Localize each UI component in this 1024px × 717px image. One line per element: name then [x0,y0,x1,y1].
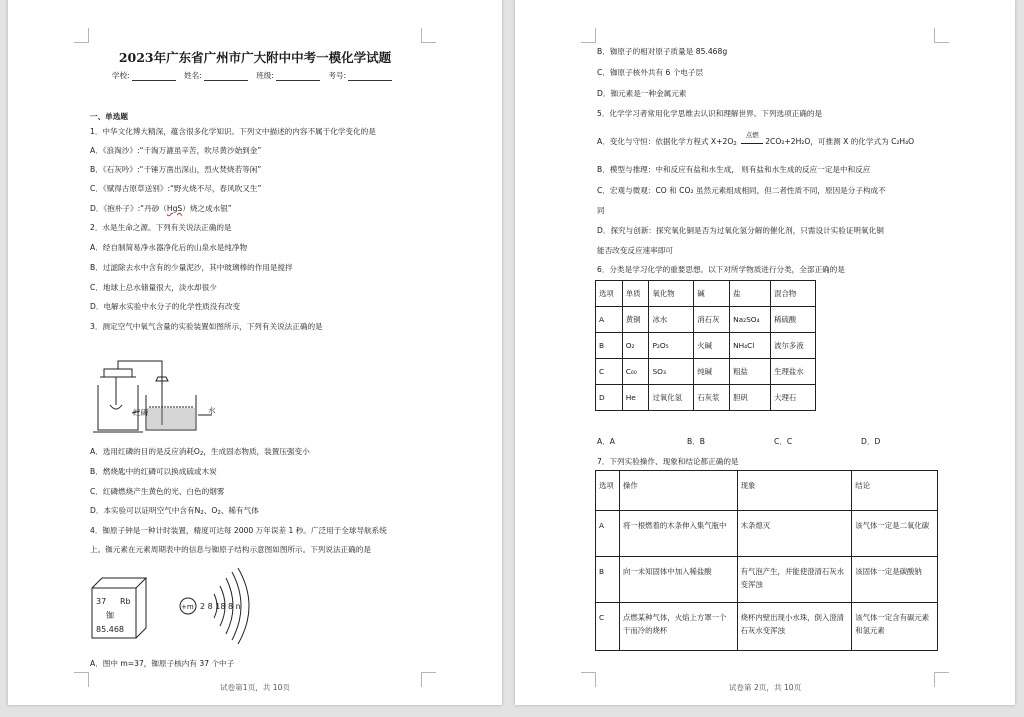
table-header-cell: 氧化物 [649,281,694,307]
nucleus-charge: +m [181,603,194,611]
table-cell: B [596,557,620,603]
table-cell: P₂O₅ [649,333,694,359]
table-cell: 粗盐 [730,359,771,385]
table-header-row [596,281,816,307]
table-cell: 点燃某种气体，火焰上方罩一个干而冷的烧杯 [619,603,737,651]
question-3: 3．测定空气中氧气含量的实验装置如图所示，下列有关说法正确的是 [90,322,323,331]
table-cell: 稀硫酸 [771,307,816,333]
q4-option-a: A．图中 m=37，铷原子核内有 37 个中子 [90,659,235,668]
q5-option-c-line-1: C．宏观与微观：CO 和 CO₂ 虽然元素组成相同，但二者性质不同，原因是分子构成不 [597,186,886,195]
table-header-cell: 单质 [622,281,649,307]
q3-option-b: B．燃烧匙中的红磷可以换成硫或木炭 [90,467,217,476]
class-label: 班级: [256,71,274,80]
crop-mark [581,28,596,43]
rubidium-element-figure [88,566,278,646]
table-cell: C [596,359,623,385]
crop-mark [934,28,949,43]
q4-option-c: C．铷原子核外共有 6 个电子层 [597,68,704,77]
table-cell: A [596,511,620,557]
question-2: 2．水是生命之源。下列有关说法正确的是 [90,223,232,232]
q4-option-d: D．铷元素是一种金属元素 [597,89,687,98]
table-cell: O₂ [622,333,649,359]
exam-page-2 [515,0,1015,705]
table-cell: 胆矾 [730,385,771,411]
table-header-cell: 碱 [694,281,730,307]
q5-option-b: B．模型与推理：中和反应有盐和水生成， 则有盐和水生成的反应一定是中和反应 [597,165,871,174]
q1-option-b: B．《石灰吟》:“千锤万凿出深山，烈火焚烧若等闲” [90,165,262,174]
table-header-row [596,471,938,511]
element-name: 铷 [106,611,114,620]
reaction-condition: 点燃 [745,131,759,139]
table-header-cell: 盐 [730,281,771,307]
table-cell: 过氧化氢 [649,385,694,411]
table-cell: 冰水 [649,307,694,333]
table-cell: 生理盐水 [771,359,816,385]
crop-mark [421,28,436,43]
q3-option-c: C．红磷燃烧产生黄色的光、白色的烟雾 [90,487,225,496]
table-row [596,359,816,385]
q6-option-c: C．C [774,437,793,446]
table-cell: He [622,385,649,411]
water-label: 水 [208,406,216,415]
q2-option-b: B．过滤除去水中含有的少量泥沙，其中玻璃棒的作用是搅拌 [90,263,293,272]
table-cell: 火碱 [694,333,730,359]
table-cell: 烧杯内壁出现小水珠，倒入澄清石灰水变浑浊 [737,603,852,651]
question-1: 1．中华文化博大精深，蕴含很多化学知识。下列文中描述的内容不属于化学变化的是 [90,127,376,136]
table-row [596,385,816,411]
table-cell: C₆₀ [622,359,649,385]
question-7: 7．下列实验操作、现象和结论都正确的是 [597,457,739,466]
table-cell: SO₃ [649,359,694,385]
q1-option-d: D．《抱朴子》:“丹砂（HgS）烧之成水银” [90,204,232,213]
table-cell: 向一未知固体中加入稀盐酸 [619,557,737,603]
table-cell: 纯碱 [694,359,730,385]
table-cell: 大理石 [771,385,816,411]
table-cell: 有气泡产生，并能使澄清石灰水变浑浊 [737,557,852,603]
q3-option-d: D．本实验可以证明空气中含有N2、O2、稀有气体 [90,506,259,516]
q5-option-d-line-1: D．探究与创新：探究氧化铜是否为过氧化氢分解的催化剂，只需设计实验证明氧化铜 [597,226,884,235]
table-header-cell: 结论 [852,471,938,511]
table-cell: 黄铜 [622,307,649,333]
question-5: 5．化学学习者常用化学思维去认识和理解世界。下列选项正确的是 [597,109,823,118]
table-cell: 石灰浆 [694,385,730,411]
table-cell: 波尔多液 [771,333,816,359]
table-cell: B [596,333,623,359]
question-4-line-1: 4．铷原子钟是一种计时装置，精度可达每 2000 万年误差 1 秒。广泛用于全球导航系统 [90,526,387,535]
page-footer: 试卷第1页，共 10页 [219,683,291,692]
exam-page-1 [8,0,502,705]
classification-table [595,280,816,411]
page-footer: 试卷第 2页，共 10页 [728,683,802,692]
atomic-number: 37 [96,597,107,606]
table-header-cell: 选项 [596,471,620,511]
q2-option-c: C．地球上总水储量很大，淡水却很少 [90,283,217,292]
table-header-cell: 选项 [596,281,623,307]
question-6: 6．分类是学习化学的重要思想。以下对所学物质进行分类，全部正确的是 [597,265,845,274]
table-row [596,333,816,359]
q6-option-a: A．A [597,437,615,446]
element-symbol: Rb [120,597,131,606]
table-header-cell: 操作 [619,471,737,511]
q5-option-a: A．变化与守恒：依据化学方程式 X+2O2 点燃 2CO₂+2H₂O，可推测 X 的化学式为 C₂H₄O [597,131,915,147]
table-cell: NH₄Cl [730,333,771,359]
table-row [596,511,938,557]
table-header-cell: 混合物 [771,281,816,307]
table-cell: D [596,385,623,411]
crop-mark [74,28,89,43]
q6-option-d: D．D [861,437,881,446]
school-label: 学校: [111,71,130,80]
table-cell: C [596,603,620,651]
q1-option-a: A．《浪淘沙》:“千淘万漉虽辛苦，吹尽黄沙始到金” [90,146,262,155]
experiment-table [595,470,938,651]
q5-option-d-line-2: 能否改变反应速率即可 [597,246,673,255]
q6-option-b: B．B [687,437,706,446]
name-label: 姓名: [184,71,202,80]
red-phosphorus-label: 红磷 [133,408,149,417]
q2-option-d: D．电解水实验中水分子的化学性质没有改变 [90,302,241,311]
table-row [596,603,938,651]
electron-shells: 2 8 18 8 n [200,602,241,611]
table-cell: 该气体一定是二氧化碳 [852,511,938,557]
section-heading: 一、单选题 [90,112,128,121]
table-header-cell: 现象 [737,471,852,511]
table-row [596,307,816,333]
table-row [596,557,938,603]
atomic-mass: 85.468 [96,625,124,634]
q3-option-a: A．选用红磷的目的是反应消耗O2，生成固态物质，装置压强变小 [90,447,310,457]
table-cell: Na₂SO₄ [730,307,771,333]
q2-option-a: A．经自制简易净水器净化后的山泉水是纯净物 [90,243,248,252]
oxygen-apparatus-figure [88,355,218,437]
exam-no-label: 考号: [328,71,347,80]
table-cell: 该气体一定含有碳元素和氢元素 [852,603,938,651]
table-cell: 消石灰 [694,307,730,333]
table-cell: 该固体一定是碳酸钠 [852,557,938,603]
page-title: 2023年广东省广州市广大附中中考一模化学试题 [118,50,392,65]
table-cell: 将一根燃着的木条伸入集气瓶中 [619,511,737,557]
table-cell: A [596,307,623,333]
q5-option-c-line-2: 同 [597,206,605,215]
q1-option-c: C．《赋得古原草送别》:“野火烧不尽，春风吹又生” [90,184,262,193]
student-info-line [8,70,502,81]
table-cell: 木条熄灭 [737,511,852,557]
question-4-line-2: 上。铷元素在元素周期表中的信息与铷原子结构示意图如图所示。下列说法正确的是 [90,545,371,554]
q4-option-b: B．铷原子的相对原子质量是 85.468g [597,47,728,56]
